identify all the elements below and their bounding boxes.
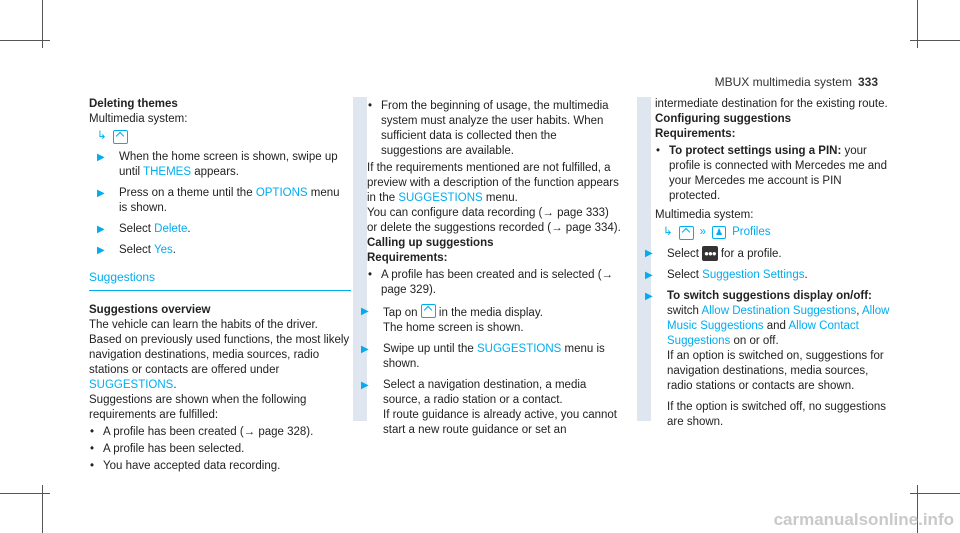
list-item: • To protect settings using a PIN: your profile is connected with Mercedes me and your Mercedes me account is PIN protected. [655,144,895,204]
double-chevron-icon: » [699,226,707,238]
step-arrow-icon: ▶ [361,380,369,391]
home-icon [113,130,128,144]
page-number: 333 [857,75,878,89]
heading-suggestions-overview: Suggestions overview [89,304,211,316]
step-arrow-icon: ▶ [645,248,653,259]
list-item: • A profile has been created and is selected (→ page 329). [367,268,621,298]
heading-deleting-themes: Deleting themes [89,98,178,110]
step: ▶ Select Delete. [97,223,191,235]
step: ▶ Tap on in the media display. The home screen is shown. [361,306,543,334]
step-arrow-icon: ▶ [97,245,105,256]
intro-text: Multimedia system: [89,113,188,125]
step: ▶ Select Suggestion Settings. [645,269,808,281]
step-arrow-icon: ▶ [645,291,653,302]
step-arrow-icon: ▶ [645,270,653,281]
step: ▶ Select Yes. [97,244,176,256]
step: ▶ Select a navigation destination, a media source, a radio station or a contact. If route guidance is already active, you cannot start a new route guidance or set an [361,379,617,436]
menu-path [97,129,351,144]
list-item: • You have accepted data recording. [89,459,351,474]
menu-path [663,225,895,240]
paragraph: If the requirements mentioned are not fulfilled, a preview with a description of the function appears in the SUGGESTIONS menu. [367,162,619,204]
column-3 [645,97,895,436]
list-item: • A profile has been selected. [89,442,351,457]
profile-icon: ♟ [712,226,726,239]
list-item: • A profile has been created (→ page 328). [89,425,351,440]
list-item: • From the beginning of usage, the multimedia system must analyze the user habits. When sufficient data is collected then the suggestions are available. [367,99,621,159]
page-header [715,75,878,90]
step: ▶ When the home screen is shown, swipe up until THEMES appears. [97,151,338,178]
intro-text: Multimedia system: [655,209,754,221]
watermark: carmanualsonline.info [773,510,954,529]
step-arrow-icon: ▶ [97,152,105,163]
path-arrow-icon: ↳ [97,130,107,142]
heading-calling-up-suggestions: Calling up suggestions [367,237,494,249]
header-title: MBUX multimedia system [714,75,852,89]
profiles-label: Profiles [732,226,771,238]
requirements-label: Requirements: [655,128,736,140]
step-arrow-icon: ▶ [361,306,369,317]
more-options-icon: ●●● [702,246,718,261]
column-1 [89,97,351,476]
heading-configuring-suggestions: Configuring suggestions [655,113,792,125]
path-arrow-icon: ↳ [663,226,673,238]
step: ▶ To switch suggestions display on/off: switch Allow Destination Suggestions, Allow Music Suggestions and Allow Contact Suggestions on or off. If an option is switched on, suggestions for navigation destinations, media sources, radio stations or contacts are shown. If the option is switched off, no suggestions are shown. [645,290,890,428]
step-arrow-icon: ▶ [97,224,105,235]
paragraph: Suggestions are shown when the following requirements are fulfilled: [89,394,307,421]
paragraph: You can configure data recording (→ page 333) or delete the suggestions recorded (→ page 334). [367,207,621,234]
crop-mark [42,485,43,533]
crop-mark [42,0,43,48]
step: ▶ Press on a theme until the OPTIONS menu is shown. [97,187,340,214]
step-arrow-icon: ▶ [361,344,369,355]
step: ▶ Swipe up until the SUGGESTIONS menu is shown. [361,343,605,370]
step: ▶ Select ●●● for a profile. [645,248,782,260]
paragraph: The vehicle can learn the habits of the driver. Based on previously used functions, the most likely navigation destinations, media sources, radio stations or contacts are offered under SUGGESTIONS. [89,319,350,391]
step-arrow-icon: ▶ [97,188,105,199]
requirements-label: Requirements: [367,252,448,264]
step-strip [353,97,367,421]
home-icon [421,304,436,318]
paragraph: intermediate destination for the existing route. [655,98,888,110]
section-heading-suggestions: Suggestions [89,270,351,291]
crop-mark [917,0,918,48]
column-2 [361,97,621,444]
home-icon [679,226,694,240]
